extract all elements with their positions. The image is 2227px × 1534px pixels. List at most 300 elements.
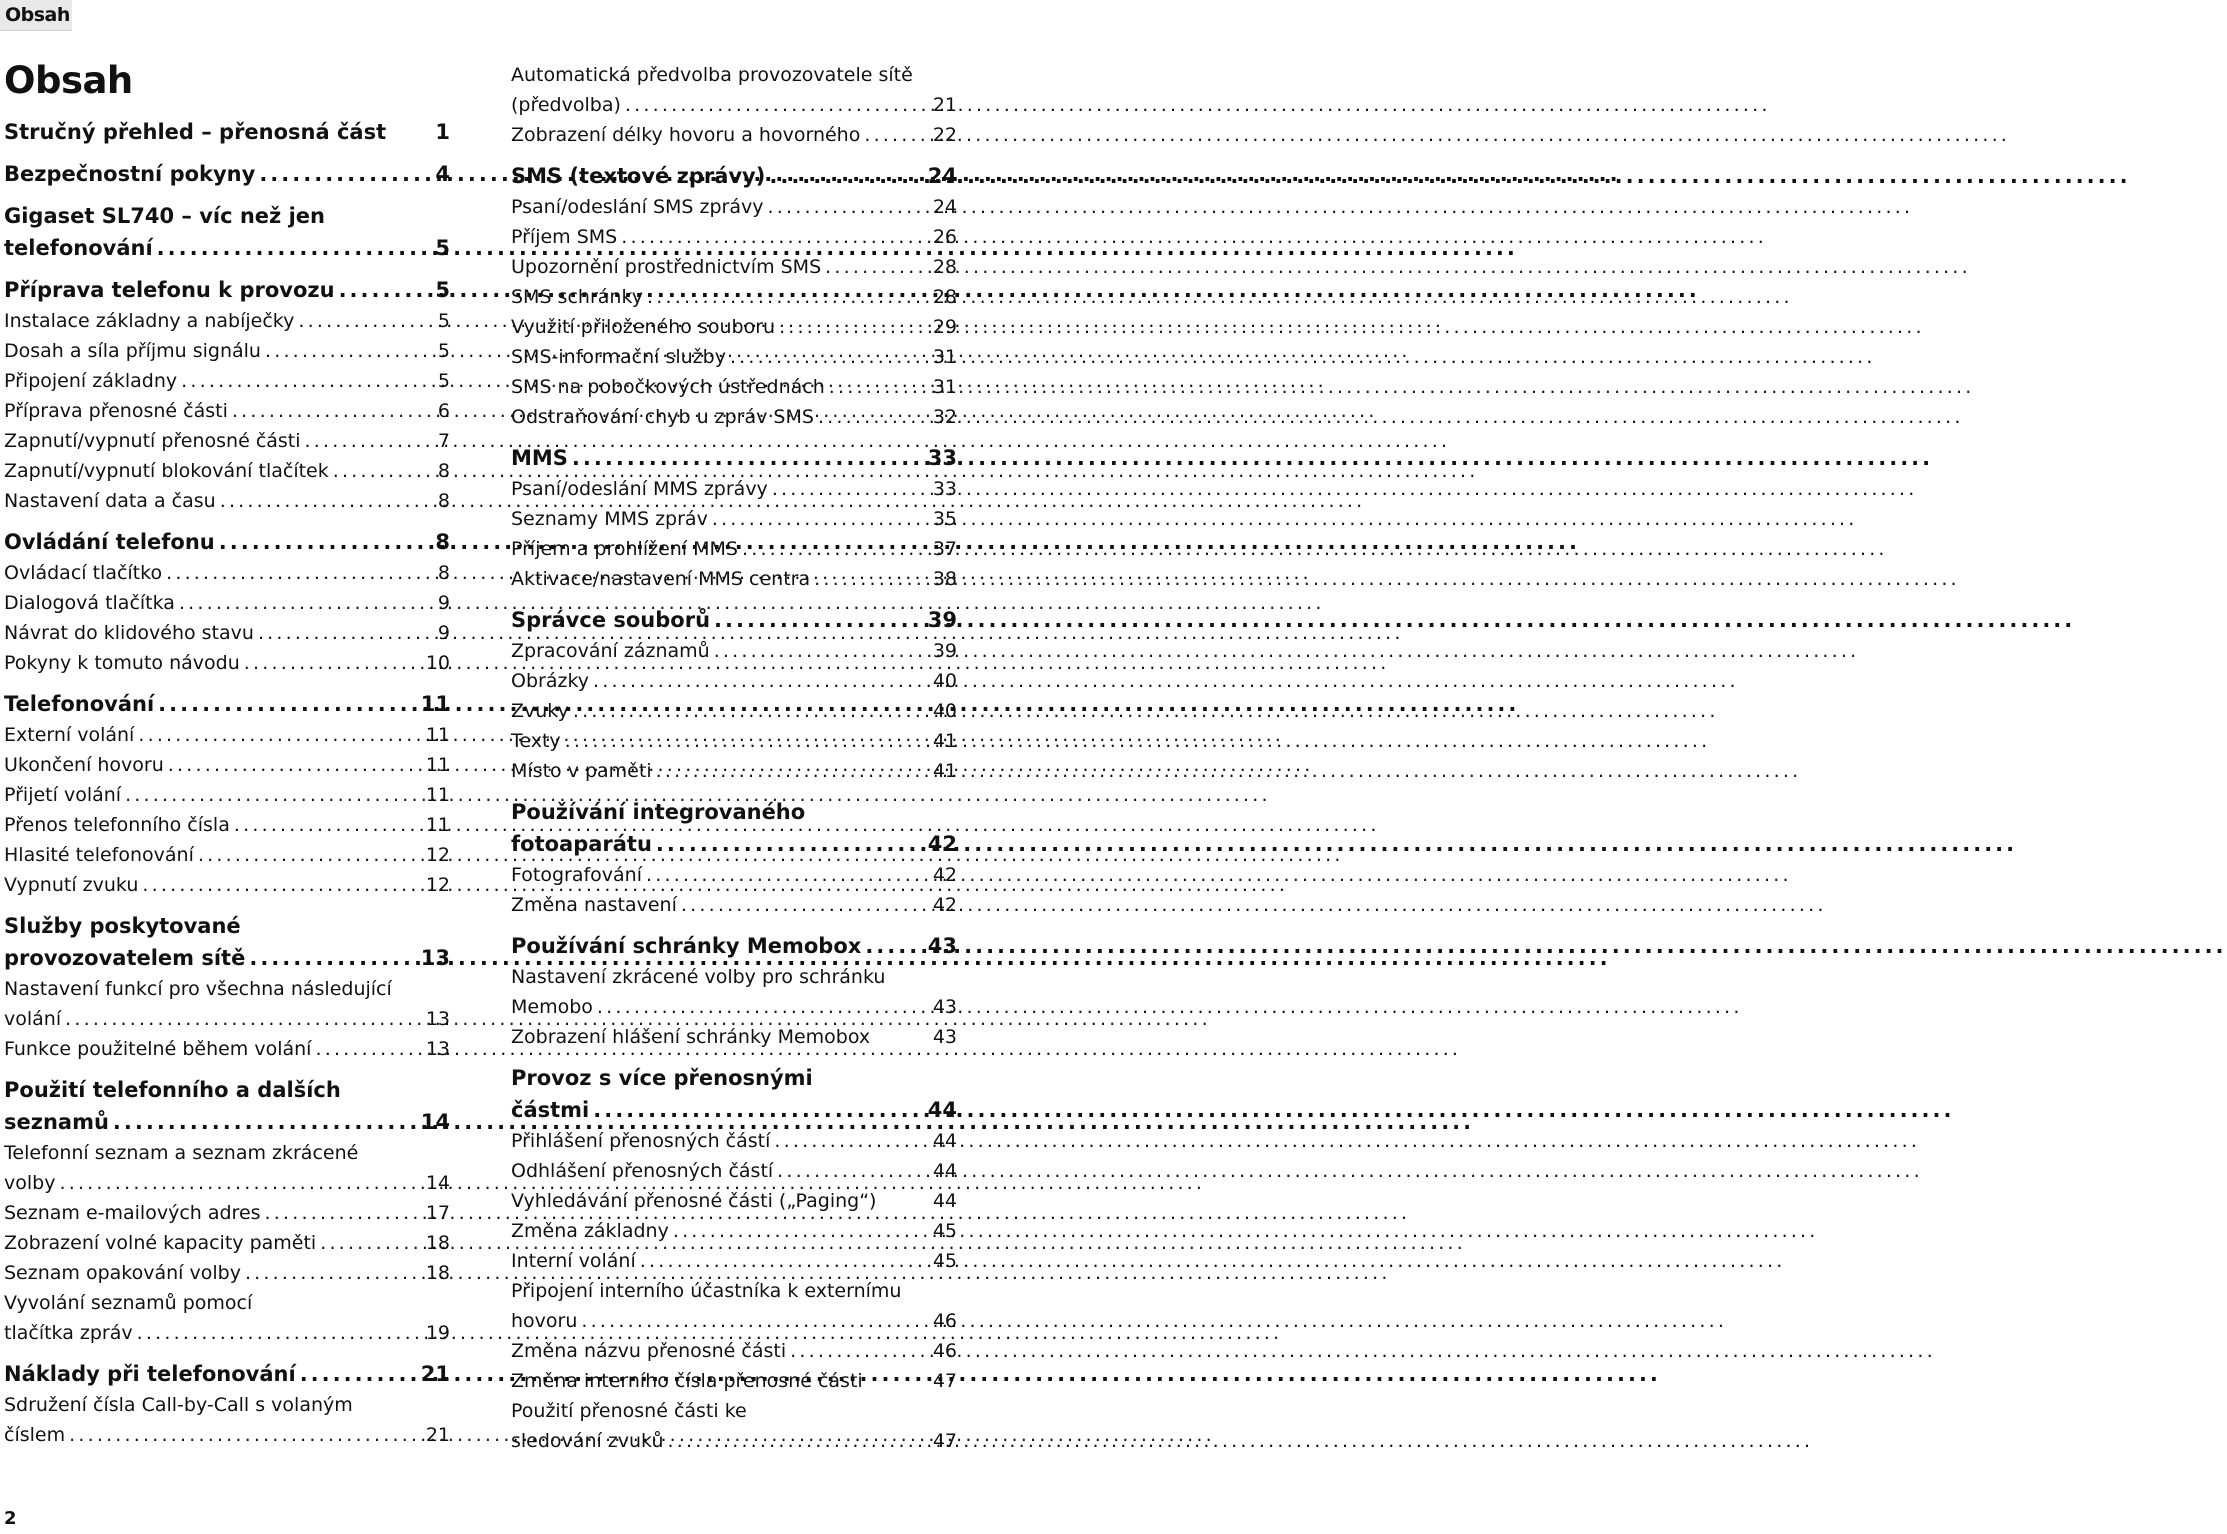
dot-leader	[652, 828, 928, 860]
toc-entry-title-line: Automatická předvolba provozovatele sítě	[511, 64, 913, 86]
dot-leader	[134, 720, 425, 750]
toc-page-number: 11	[425, 724, 450, 746]
toc-section-entry[interactable]	[4, 526, 450, 558]
toc-entry-title: Hlasité telefonování	[4, 844, 194, 866]
toc-entry-title: Používání schránky Memobox	[511, 934, 862, 958]
toc-page-number: 42	[927, 832, 957, 856]
toc-subentry[interactable]	[4, 1198, 450, 1228]
toc-page-number: 29	[932, 316, 957, 338]
toc-entry-title: Texty	[511, 730, 561, 752]
toc-subentry[interactable]	[4, 366, 450, 396]
toc-entry-title: Zpracování záznamů	[511, 640, 710, 662]
toc-entry-title-line: Použití přenosné části ke	[511, 1400, 747, 1422]
toc-entry-title: číslem	[4, 1424, 66, 1446]
toc-entry-title: Zobrazení volné kapacity paměti	[4, 1232, 317, 1254]
toc-entry-title: Seznam opakování volby	[4, 1262, 241, 1284]
toc-page-number: 5	[435, 236, 450, 260]
dot-leader	[177, 366, 438, 396]
toc-subentry[interactable]	[4, 486, 450, 516]
toc-page-number: 5	[437, 370, 450, 392]
toc-entry-title: Vypnutí zvuku	[4, 874, 139, 896]
toc-subentry[interactable]	[4, 336, 450, 366]
toc-entry-title: Přijetí volání	[4, 784, 122, 806]
dot-leader	[593, 992, 933, 1022]
dot-leader	[138, 870, 425, 900]
dot-leader	[775, 312, 933, 342]
toc-page-number: 8	[437, 562, 450, 584]
dot-leader	[561, 726, 933, 756]
toc-page-number: 14	[425, 1172, 450, 1194]
toc-entry-title-line: Telefonní seznam a seznam zkrácené	[4, 1142, 359, 1164]
toc-subentry[interactable]	[4, 780, 450, 810]
toc-entry-title: (předvolba)	[511, 94, 621, 116]
dot-leader	[296, 1358, 421, 1390]
toc-entry-title: Externí volání	[4, 724, 135, 746]
toc-subentry[interactable]	[511, 372, 957, 402]
dot-leader	[773, 1156, 933, 1186]
toc-page-number: 7	[437, 430, 450, 452]
toc-subentry[interactable]	[511, 564, 957, 594]
dot-leader	[294, 306, 438, 336]
toc-page-number: 37	[932, 538, 957, 560]
toc-subentry[interactable]	[511, 1276, 957, 1336]
toc-entry-title: Odstraňování chyb u zpráv SMS	[511, 406, 814, 428]
toc-page-number: 13	[425, 1038, 450, 1060]
toc-subentry[interactable]	[511, 962, 957, 1022]
toc-page-number: 1	[435, 120, 450, 144]
dot-leader	[245, 942, 420, 974]
toc-entry-title: Přihlášení přenosných částí	[511, 1130, 771, 1152]
toc-page-number: 22	[932, 124, 957, 146]
toc-left-column	[4, 116, 450, 1450]
toc-subentry[interactable]	[4, 720, 450, 750]
toc-subentry[interactable]	[4, 558, 450, 588]
dot-leader	[617, 222, 933, 252]
toc-section-entry[interactable]	[4, 688, 450, 720]
dot-leader	[825, 372, 933, 402]
dot-leader	[770, 1126, 932, 1156]
dot-leader	[55, 1168, 425, 1198]
toc-entry-title: Příjem SMS	[511, 226, 618, 248]
toc-subentry[interactable]	[4, 306, 450, 336]
section-header-tab: Obsah	[0, 0, 72, 31]
toc-entry-title: Psaní/odeslání SMS zprávy	[511, 196, 764, 218]
toc-page-number: 41	[932, 760, 957, 782]
toc-page-number: 47	[932, 1370, 957, 1392]
toc-entry-title: Přenos telefonního čísla	[4, 814, 230, 836]
toc-entry-title: Funkce použitelné během volání	[4, 1038, 312, 1060]
toc-page-number: 5	[435, 278, 450, 302]
toc-entry-title-line: Sdružení čísla Call-by-Call s volaným	[4, 1394, 353, 1416]
dot-leader	[763, 192, 932, 222]
dot-leader	[708, 504, 933, 534]
toc-entry-title: SMS schránky	[511, 286, 644, 308]
toc-page-number: 19	[425, 1322, 450, 1344]
dot-leader	[643, 282, 933, 312]
toc-entry-title: Memobo	[511, 996, 593, 1018]
toc-entry-title: volby	[4, 1172, 56, 1194]
dot-leader	[642, 860, 933, 890]
dot-leader	[153, 232, 436, 264]
toc-page-number: 14	[420, 1110, 450, 1134]
toc-subentry[interactable]	[4, 1228, 450, 1258]
dot-leader	[121, 780, 426, 810]
toc-entry-title: Zobrazení délky hovoru a hovorného	[511, 124, 861, 146]
toc-entry-title-line: Provoz s více přenosnými	[511, 1066, 813, 1090]
toc-page-number: 6	[437, 400, 450, 422]
dot-leader	[726, 342, 933, 372]
toc-section-entry[interactable]	[511, 604, 957, 636]
toc-entry-title-line: Služby poskytované	[4, 914, 241, 938]
toc-page-number: 35	[932, 508, 957, 530]
toc-section-entry[interactable]	[4, 116, 450, 148]
toc-entry-title: SMS-informační služby	[511, 346, 726, 368]
toc-section-entry[interactable]	[511, 1062, 957, 1126]
toc-entry-title: provozovatelem sítě	[4, 946, 246, 970]
toc-subentry[interactable]	[511, 756, 957, 786]
toc-entry-title: Telefonování	[4, 692, 155, 716]
dot-leader	[738, 534, 933, 564]
toc-page-number: 41	[932, 730, 957, 752]
dot-leader	[621, 90, 933, 120]
toc-subentry[interactable]	[511, 636, 957, 666]
toc-subentry[interactable]	[511, 1246, 957, 1276]
toc-entry-title: Zobrazení hlášení schránky Memobox	[511, 1026, 871, 1048]
toc-section-entry[interactable]	[4, 200, 450, 264]
toc-subentry[interactable]	[511, 282, 957, 312]
toc-entry-title-line: Nastavení funkcí pro všechna následující	[4, 978, 392, 1000]
toc-section-entry[interactable]	[511, 160, 957, 192]
toc-subentry[interactable]	[4, 1034, 450, 1064]
toc-subentry[interactable]	[511, 252, 957, 282]
toc-page-number: 5	[437, 310, 450, 332]
toc-subentry[interactable]	[4, 750, 450, 780]
toc-page-number: 39	[927, 608, 957, 632]
toc-entry-title: SMS (textové zprávy)	[511, 164, 766, 188]
toc-subentry[interactable]	[4, 1138, 450, 1198]
dot-leader	[786, 1336, 933, 1366]
toc-subentry[interactable]	[4, 1390, 450, 1450]
toc-entry-title: Příprava přenosné části	[4, 400, 228, 422]
toc-page-number: 44	[932, 1160, 957, 1182]
toc-entry-title: Změna interního čísla přenosné části	[511, 1370, 863, 1392]
toc-entry-title: sledování zvuků	[511, 1430, 664, 1452]
toc-page-number: 44	[932, 1190, 957, 1212]
toc-entry-title: Obrázky	[511, 670, 590, 692]
dot-leader	[669, 1216, 933, 1246]
toc-entry-title: Fotografování	[511, 864, 642, 886]
toc-entry-title: Odhlášení přenosných částí	[511, 1160, 774, 1182]
toc-entry-title: Místo v paměti	[511, 760, 652, 782]
dot-leader	[589, 1094, 928, 1126]
toc-page-number: 12	[425, 874, 450, 896]
toc-page-number: 18	[425, 1232, 450, 1254]
toc-entry-title: Návrat do klidového stavu	[4, 622, 254, 644]
toc-entry-title: Příprava telefonu k provozu	[4, 278, 335, 302]
toc-entry-title-line: Připojení interního účastníka k externímu	[511, 1280, 902, 1302]
dot-leader	[109, 1106, 421, 1138]
dot-leader	[162, 558, 438, 588]
dot-leader	[241, 1258, 426, 1288]
toc-page-number: 13	[420, 946, 450, 970]
toc-page-number: 31	[932, 346, 957, 368]
toc-entry-title: volání	[4, 1008, 62, 1030]
toc-entry-title: Zapnutí/vypnutí blokování tlačítek	[4, 460, 329, 482]
toc-entry-title: hovoru	[511, 1310, 578, 1332]
toc-entry-title: Pokyny k tomuto návodu	[4, 652, 240, 674]
dot-leader	[821, 252, 933, 282]
toc-entry-title: MMS	[511, 446, 568, 470]
toc-page-number: 18	[425, 1262, 450, 1284]
toc-subentry[interactable]	[511, 222, 957, 252]
toc-page-number: 12	[425, 844, 450, 866]
toc-entry-title: Dialogová tlačítka	[4, 592, 175, 614]
toc-entry-title: Ovládání telefonu	[4, 530, 215, 554]
toc-subentry[interactable]	[511, 1336, 957, 1366]
dot-leader	[216, 486, 438, 516]
dot-leader	[261, 336, 438, 366]
dot-leader	[164, 750, 426, 780]
toc-page-number: 33	[932, 478, 957, 500]
toc-entry-title: Změna nastavení	[511, 894, 677, 916]
toc-page-number: 42	[932, 894, 957, 916]
toc-page-number: 21	[932, 94, 957, 116]
toc-entry-title: telefonování	[4, 236, 153, 260]
toc-entry-title: fotoaparátu	[511, 832, 652, 856]
toc-entry-title: Změna názvu přenosné části	[511, 1340, 787, 1362]
toc-page-number: 9	[437, 592, 450, 614]
toc-subentry[interactable]	[511, 1186, 957, 1216]
toc-subentry[interactable]	[511, 402, 957, 432]
toc-page-number: 24	[927, 164, 957, 188]
toc-page-number: 28	[932, 286, 957, 308]
dot-leader	[230, 810, 426, 840]
toc-page-number: 39	[932, 640, 957, 662]
toc-page-number: 21	[425, 1424, 450, 1446]
toc-subentry[interactable]	[511, 504, 957, 534]
toc-section-entry[interactable]	[4, 158, 450, 190]
toc-entry-title: tlačítka zpráv	[4, 1322, 133, 1344]
toc-page-number: 44	[932, 1130, 957, 1152]
dot-leader	[677, 890, 933, 920]
toc-page-number: 44	[927, 1098, 957, 1122]
toc-subentry[interactable]	[4, 456, 450, 486]
toc-page-number: 13	[425, 1008, 450, 1030]
dot-leader	[636, 1246, 933, 1276]
toc-entry-title: Příjem a prohlížení MMS	[511, 538, 738, 560]
dot-leader	[569, 696, 933, 726]
dot-leader	[710, 636, 933, 666]
dot-leader	[65, 1420, 426, 1450]
toc-page-number: 46	[932, 1310, 957, 1332]
toc-section-entry[interactable]	[4, 1074, 450, 1138]
toc-section-entry[interactable]	[4, 1358, 450, 1390]
toc-subentry[interactable]	[511, 120, 957, 150]
toc-section-entry[interactable]	[511, 930, 957, 962]
toc-section-entry[interactable]	[4, 910, 450, 974]
toc-page-number: 8	[437, 460, 450, 482]
dot-leader	[652, 756, 933, 786]
toc-subentry[interactable]	[4, 810, 450, 840]
toc-entry-title: Vyhledávání přenosné části („Paging“)	[511, 1190, 877, 1212]
toc-subentry[interactable]	[511, 192, 957, 222]
toc-page-number: 4	[435, 162, 450, 186]
toc-subentry[interactable]	[511, 666, 957, 696]
dot-leader	[664, 1426, 933, 1456]
dot-leader	[215, 526, 436, 558]
toc-entry-title: SMS na pobočkových ústřednách	[511, 376, 825, 398]
toc-entry-title: Ovládací tlačítko	[4, 562, 163, 584]
toc-entry-title: Interní volání	[511, 1250, 636, 1272]
toc-subentry[interactable]	[4, 1288, 450, 1348]
dot-leader	[261, 1198, 426, 1228]
toc-page-number: 11	[420, 692, 450, 716]
toc-entry-title-line: Používání integrovaného	[511, 800, 806, 824]
toc-subentry[interactable]	[511, 1156, 957, 1186]
toc-subentry[interactable]	[4, 974, 450, 1034]
toc-subentry[interactable]	[4, 840, 450, 870]
toc-page-number: 11	[425, 784, 450, 806]
dot-leader	[254, 618, 438, 648]
toc-entry-title: Instalace základny a nabíječky	[4, 310, 295, 332]
toc-subentry[interactable]	[511, 1366, 957, 1396]
dot-leader	[329, 456, 438, 486]
toc-entry-title: Nastavení data a času	[4, 490, 216, 512]
toc-page-number: 31	[932, 376, 957, 398]
page-title: Obsah	[4, 59, 133, 102]
toc-entry-title: Připojení základny	[4, 370, 178, 392]
toc-page-number: 28	[932, 256, 957, 278]
dot-leader	[568, 442, 928, 474]
toc-entry-title: Zapnutí/vypnutí přenosné části	[4, 430, 301, 452]
toc-page-number: 11	[425, 814, 450, 836]
toc-entry-title-line: Použití telefonního a dalších	[4, 1078, 341, 1102]
dot-leader	[194, 840, 426, 870]
dot-leader	[316, 1228, 426, 1258]
toc-subentry[interactable]	[511, 860, 957, 890]
toc-page-number: 8	[435, 530, 450, 554]
toc-page-number: 24	[932, 196, 957, 218]
toc-page-number: 40	[932, 700, 957, 722]
toc-subentry[interactable]	[4, 1258, 450, 1288]
toc-page-number: 45	[932, 1220, 957, 1242]
toc-subentry[interactable]	[511, 342, 957, 372]
toc-page-number: 40	[932, 670, 957, 692]
toc-entry-title: Dosah a síla příjmu signálu	[4, 340, 261, 362]
toc-page-number: 32	[932, 406, 957, 428]
toc-subentry[interactable]	[511, 312, 957, 342]
toc-section-entry[interactable]	[511, 442, 957, 474]
toc-page-number: 10	[425, 652, 450, 674]
dot-leader	[765, 160, 927, 192]
toc-page-number: 21	[420, 1362, 450, 1386]
toc-subentry[interactable]	[4, 648, 450, 678]
dot-leader	[133, 1318, 426, 1348]
toc-entry-title: Stručný přehled – přenosná část	[4, 120, 387, 144]
toc-entry-title: částmi	[511, 1098, 590, 1122]
toc-entry-title: Správce souborů	[511, 608, 711, 632]
dot-leader	[589, 666, 933, 696]
toc-right-column	[511, 60, 957, 1456]
toc-subentry[interactable]	[511, 60, 957, 120]
toc-subentry[interactable]	[511, 1396, 957, 1456]
dot-leader	[240, 648, 426, 678]
dot-leader	[577, 1306, 932, 1336]
toc-entry-title: Seznam e-mailových adres	[4, 1202, 261, 1224]
toc-subentry[interactable]	[511, 534, 957, 564]
toc-entry-title: Ukončení hovoru	[4, 754, 164, 776]
toc-entry-title: Změna základny	[511, 1220, 669, 1242]
toc-entry-title: Psaní/odeslání MMS zprávy	[511, 478, 768, 500]
dot-leader	[810, 564, 933, 594]
toc-page-number: 46	[932, 1340, 957, 1362]
dot-leader	[255, 158, 435, 190]
dot-leader	[814, 402, 933, 432]
toc-subentry[interactable]	[511, 1126, 957, 1156]
toc-page-number: 5	[437, 340, 450, 362]
toc-page-number: 11	[425, 754, 450, 776]
toc-section-entry[interactable]	[511, 796, 957, 860]
toc-subentry[interactable]	[4, 870, 450, 900]
toc-entry-title: Náklady při telefonování	[4, 1362, 296, 1386]
toc-subentry[interactable]	[511, 1216, 957, 1246]
toc-page-number: 45	[932, 1250, 957, 1272]
toc-page-number: 43	[932, 1026, 957, 1048]
toc-entry-title: Seznamy MMS zpráv	[511, 508, 708, 530]
toc-page-number: 9	[437, 622, 450, 644]
toc-entry-title: Bezpečnostní pokyny	[4, 162, 256, 186]
toc-subentry[interactable]	[4, 396, 450, 426]
toc-subentry[interactable]	[511, 890, 957, 920]
toc-subentry[interactable]	[4, 588, 450, 618]
toc-subentry[interactable]	[511, 1022, 957, 1052]
toc-page-number: 47	[932, 1430, 957, 1452]
toc-section-entry[interactable]	[4, 274, 450, 306]
toc-subentry[interactable]	[511, 726, 957, 756]
dot-leader	[710, 604, 928, 636]
page-number: 2	[4, 1508, 17, 1529]
toc-page-number: 43	[927, 934, 957, 958]
toc-page-number: 33	[927, 446, 957, 470]
dot-leader	[861, 930, 927, 962]
toc-subentry[interactable]	[4, 426, 450, 456]
toc-entry-title: Zvuky	[511, 700, 569, 722]
toc-subentry[interactable]	[511, 696, 957, 726]
toc-entry-title: Aktivace/nastavení MMS centra	[511, 568, 811, 590]
toc-page-number: 42	[932, 864, 957, 886]
toc-entry-title: seznamů	[4, 1110, 109, 1134]
dot-leader	[175, 588, 438, 618]
toc-entry-title: Upozornění prostřednictvím SMS	[511, 256, 822, 278]
toc-page-number: 17	[425, 1202, 450, 1224]
toc-page-number: 8	[437, 490, 450, 512]
toc-entry-title: Využití přiloženého souboru	[511, 316, 776, 338]
dot-leader	[311, 1034, 425, 1064]
toc-entry-title-line: Vyvolání seznamů pomocí	[4, 1292, 253, 1314]
toc-page-number: 38	[932, 568, 957, 590]
toc-subentry[interactable]	[4, 618, 450, 648]
dot-leader	[154, 688, 421, 720]
toc-subentry[interactable]	[511, 474, 957, 504]
toc-page-number: 43	[932, 996, 957, 1018]
dot-leader	[335, 274, 436, 306]
toc-entry-title-line: Gigaset SL740 – víc než jen	[4, 204, 325, 228]
toc-entry-title-line: Nastavení zkrácené volby pro schránku	[511, 966, 886, 988]
dot-leader	[61, 1004, 426, 1034]
dot-leader	[860, 120, 932, 150]
toc-page-number: 26	[932, 226, 957, 248]
dot-leader	[768, 474, 933, 504]
